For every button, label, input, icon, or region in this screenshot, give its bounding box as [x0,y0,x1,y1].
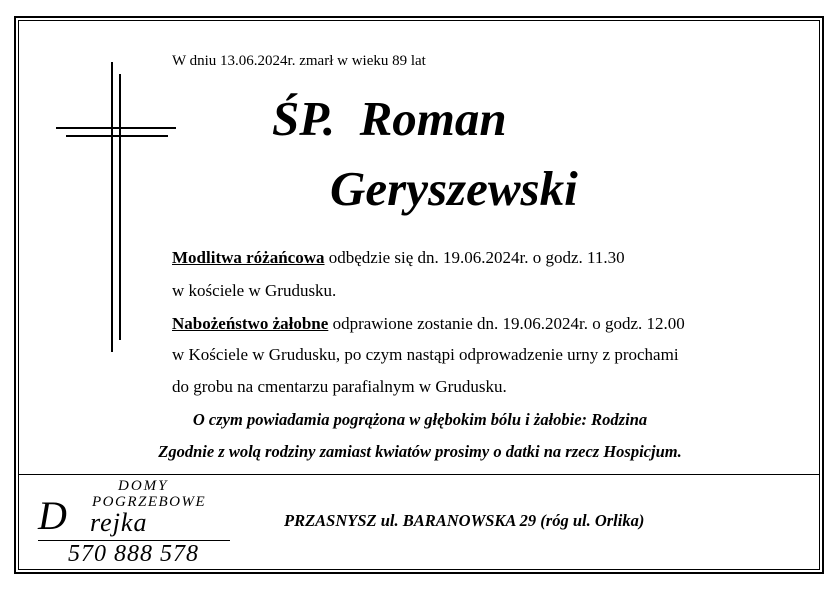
logo-brand: rejka [90,508,148,537]
funeral-home-logo [30,478,250,570]
funeral-location: w Kościele w Grudusku, po czym nastąpi odprowadzenie urny z prochami [172,345,679,364]
footer-divider [18,474,820,475]
deceased-name-first: ŚP. Roman [272,91,507,146]
death-announcement-text: W dniu 13.06.2024r. zmarł w wieku 89 lat [172,53,426,69]
logo-line-domy: DOMY [118,478,169,494]
cross-icon [0,0,200,360]
logo-monogram: D [38,493,67,538]
logo-line-pogrzebowe: POGRZEBOWE [92,494,207,510]
rosary-location: w kościele w Grudusku. [172,281,337,300]
rosary-details: odbędzie się dn. 19.06.2024r. o godz. 11.30 [324,248,625,267]
rosary-line [172,248,625,268]
family-notice: O czym powiadamia pogrążona w głębokim bólu i żałobie: Rodzina [192,410,648,429]
funeral-line [172,314,685,334]
donation-request: Zgodnie z wolą rodziny zamiast kwiatów prosimy o datki na rzecz Hospicjum. [158,442,682,461]
phone-number: 570 888 578 [68,541,199,567]
funeral-heading: Nabożeństwo żałobne [172,314,329,333]
funeral-burial: do grobu na cmentarzu parafialnym w Grudusku. [172,377,507,396]
funeral-home-address: PRZASNYSZ ul. BARANOWSKA 29 (róg ul. Orlika) [284,511,645,530]
deceased-name-surname: Geryszewski [330,161,578,216]
funeral-details: odprawione zostanie dn. 19.06.2024r. o godz. 12.00 [328,314,685,333]
rosary-heading: Modlitwa różańcowa [172,248,325,267]
